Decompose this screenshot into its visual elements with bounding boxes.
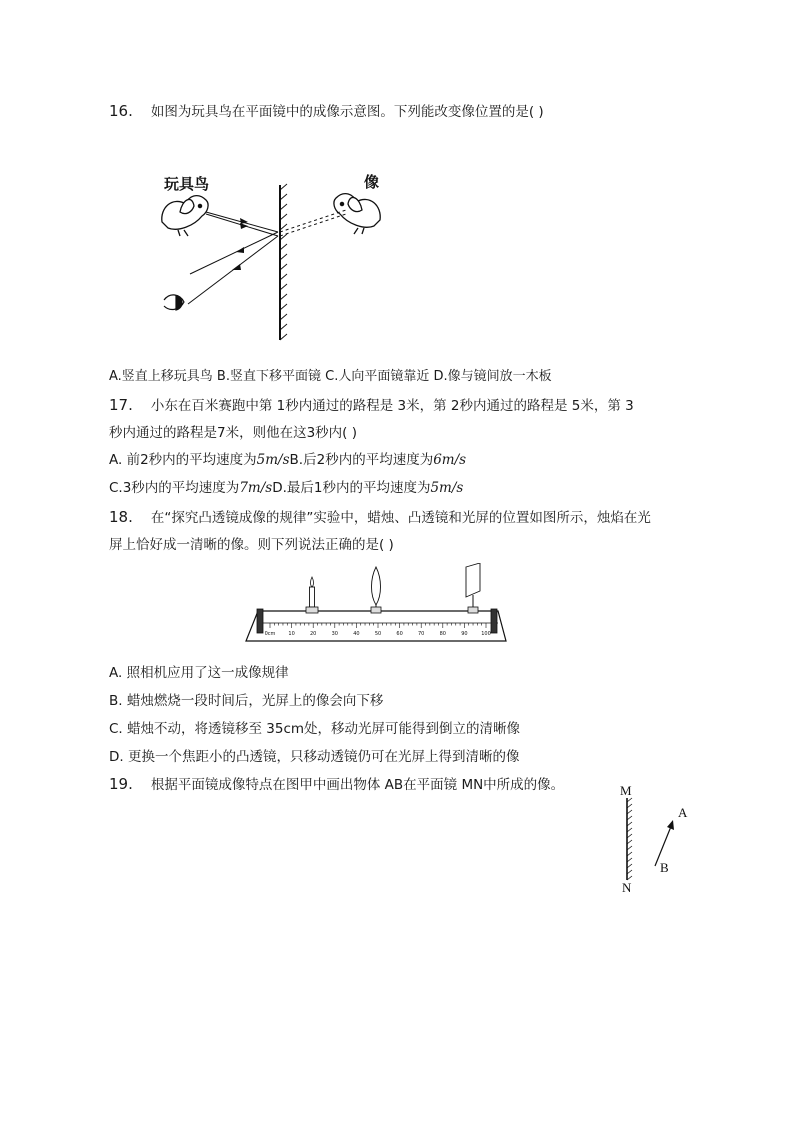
ruler-tick-label: 70 — [418, 631, 425, 637]
ray-arrowheads — [232, 218, 248, 270]
q17-option-d-value: 5m/s — [430, 480, 464, 496]
mirror-hatching — [280, 184, 287, 340]
image-bird-icon — [334, 194, 380, 234]
light-rays — [188, 210, 346, 304]
q16-stem — [109, 102, 544, 121]
q17-option-c-value: 7m/s — [239, 480, 273, 496]
q18-option-d: D. 更换一个焦距小的凸透镜，只移动透镜仍可在光屏上得到清晰的像 — [109, 749, 520, 765]
bench-left-end — [257, 609, 263, 633]
q16-mirror-figure — [150, 160, 390, 350]
convex-lens — [371, 567, 381, 613]
q17-option-c-prefix: C.3秒内的平均速度为 — [109, 480, 240, 496]
q17-number: 17. — [109, 396, 133, 414]
ruler-tick-label: 60 — [396, 631, 403, 637]
q17-stem-line1 — [109, 396, 634, 415]
toy-bird-label: 玩具鸟 — [164, 175, 210, 193]
label-n: N — [622, 880, 632, 895]
q17-option-a-value: 5m/s — [256, 452, 290, 468]
q17-option-b-prefix: B.后2秒内的平均速度为 — [289, 452, 434, 468]
q17-stem-line1-text: 小东在百米赛跑中第 1秒内通过的路程是 3米，第 2秒内通过的路程是 5米，第 3 — [150, 398, 634, 414]
image-label: 像 — [364, 173, 380, 191]
q16-number: 16. — [109, 102, 133, 120]
ruler-tick-label: 0cm — [264, 631, 276, 637]
q17-stem-line2: 秒内通过的路程是7米，则他在这3秒内( ) — [109, 425, 358, 441]
q18-option-a: A. 照相机应用了这一成像规律 — [109, 665, 289, 681]
light-screen — [466, 563, 480, 613]
q17-options-ab — [109, 451, 466, 469]
q18-option-c: C. 蜡烛不动，将透镜移至 35cm处，移动光屏可能得到倒立的清晰像 — [109, 721, 521, 737]
q19-mirror-figure — [612, 780, 696, 898]
q19-number: 19. — [109, 775, 133, 793]
ruler-tick-label: 50 — [374, 631, 382, 637]
ruler-tick-label: 100 — [481, 631, 491, 637]
q17-option-a-prefix: A. 前2秒内的平均速度为 — [109, 452, 257, 468]
q18-option-b: B. 蜡烛燃烧一段时间后，光屏上的像会向下移 — [109, 693, 384, 709]
label-m: M — [620, 783, 632, 798]
q18-stem-line2: 屏上恰好成一清晰的像。则下列说法正确的是( ) — [109, 537, 394, 553]
label-b: B — [660, 860, 669, 875]
q16-stem-text: 如图为玩具鸟在平面镜中的成像示意图。下列能改变像位置的是( ) — [150, 104, 544, 120]
toy-bird-icon — [162, 196, 208, 236]
optical-bench-figure — [240, 563, 512, 645]
q17-option-b-value: 6m/s — [433, 452, 467, 468]
q16-options: A.竖直上移玩具鸟 B.竖直下移平面镜 C.人向平面镜靠近 D.像与镜间放一木板 — [109, 369, 552, 384]
q19-stem — [109, 775, 564, 794]
ruler-tick-label: 90 — [461, 631, 468, 637]
q18-stem-line1-text: 在“探究凸透镜成像的规律”实验中，蜡烛、凸透镜和光屏的位置如图所示，烛焰在光 — [150, 510, 651, 526]
q17-options-cd — [109, 479, 463, 497]
bench-right-end — [491, 609, 497, 633]
candle — [306, 577, 318, 613]
q17-option-d-prefix: D.最后1秒内的平均速度为 — [272, 480, 431, 496]
q18-number: 18. — [109, 508, 133, 526]
ruler-tick-label: 80 — [439, 631, 446, 637]
ruler-tick-label: 30 — [331, 631, 338, 637]
ruler-tick-label: 10 — [288, 631, 295, 637]
ruler-tick-label: 20 — [310, 631, 317, 637]
object-ab-arrowhead — [667, 820, 674, 830]
q18-stem-line1 — [109, 508, 651, 527]
label-a: A — [678, 805, 688, 820]
ruler-tick-label: 40 — [353, 631, 360, 637]
eye-icon — [164, 295, 184, 310]
q19-stem-text: 根据平面镜成像特点在图甲中画出物体 AB在平面镜 MN中所成的像。 — [150, 777, 565, 793]
